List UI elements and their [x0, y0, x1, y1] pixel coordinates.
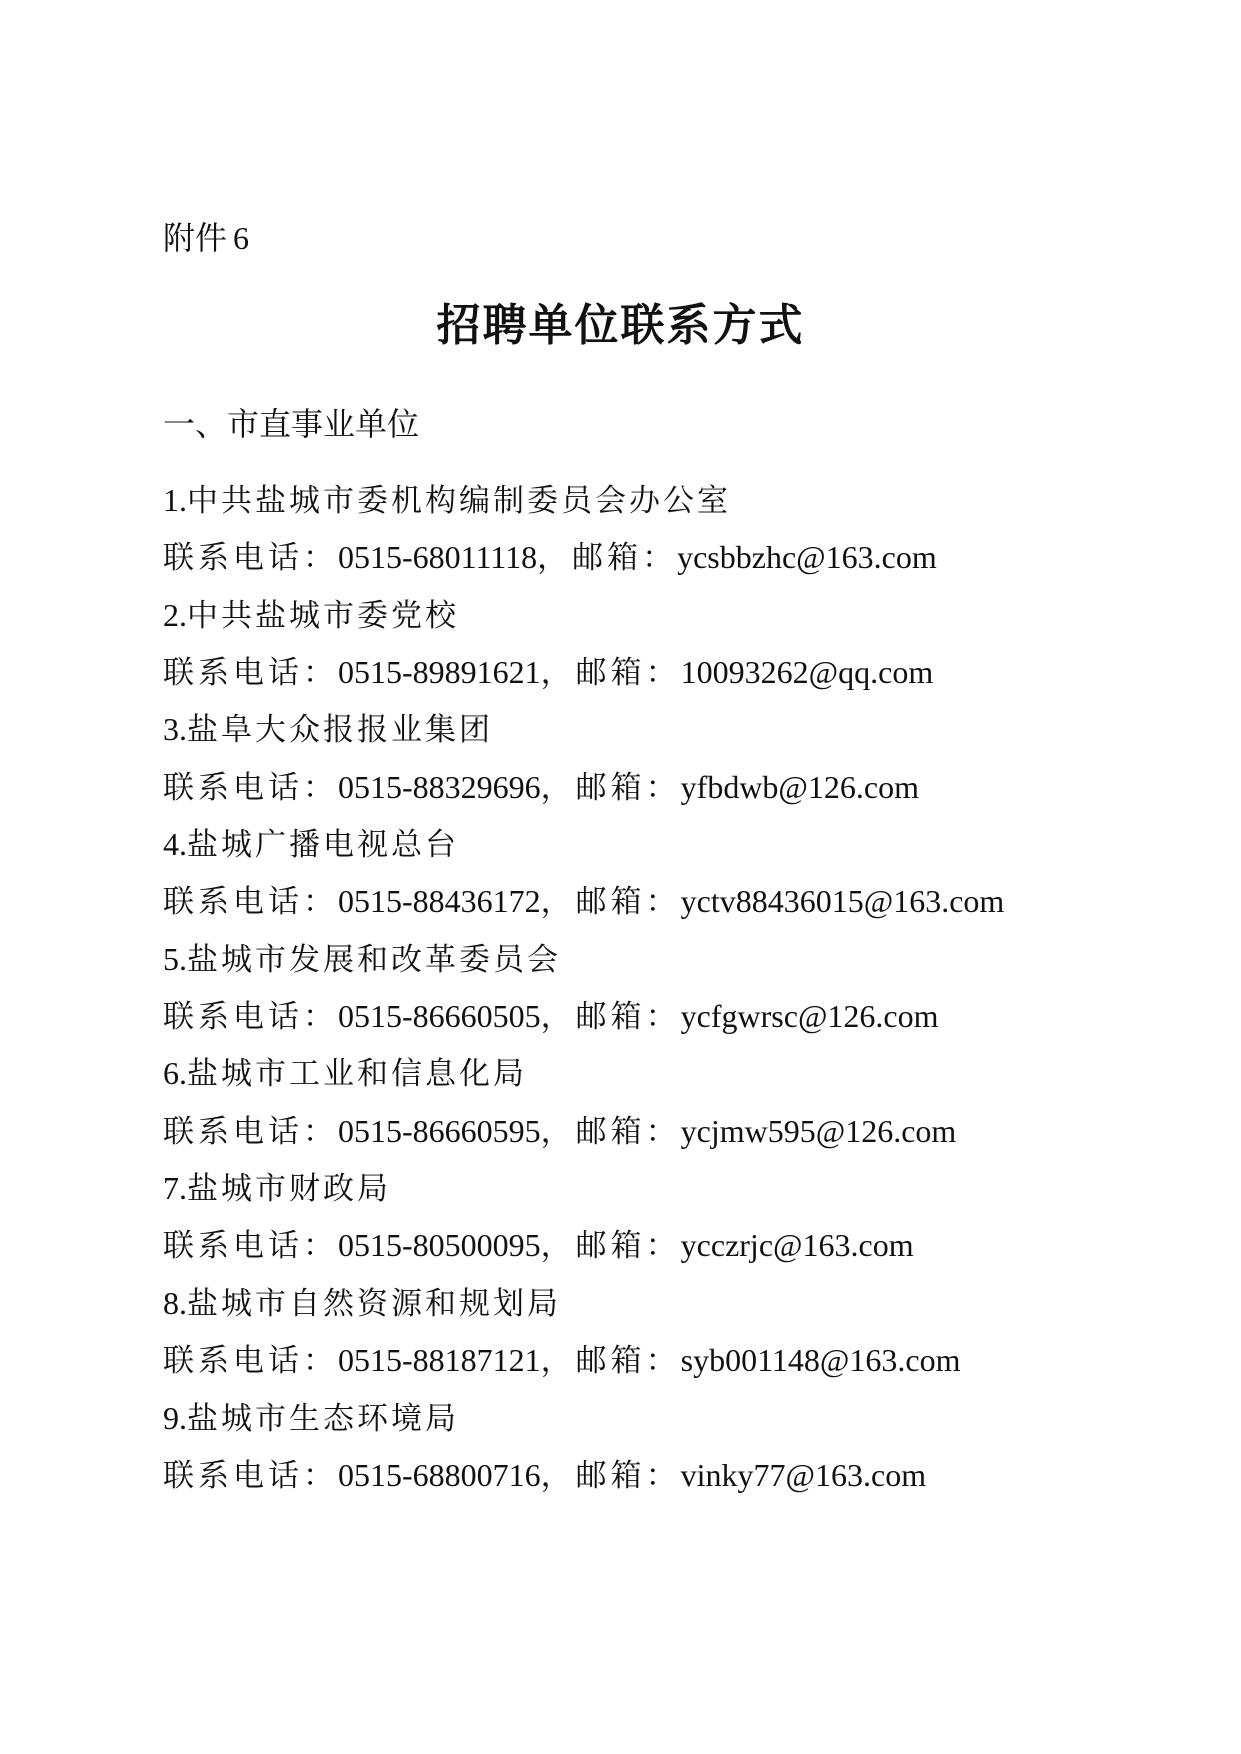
- attachment-number: 6: [233, 220, 250, 256]
- contact-entry: [163, 931, 1123, 1046]
- phone-label: 联系电话：: [163, 999, 338, 1036]
- email-label: 邮箱：: [572, 540, 678, 577]
- entry-contact-row: [163, 1332, 1123, 1389]
- phone-number: 0515-89891621: [338, 654, 541, 691]
- entry-index: 1.: [163, 482, 187, 518]
- separator: ，: [540, 999, 576, 1036]
- entry-organization: 中共盐城市委党校: [187, 597, 459, 634]
- entry-organization: 盐城市工业和信息化局: [187, 1056, 527, 1093]
- separator: ，: [540, 1343, 576, 1380]
- entry-index: 5.: [163, 940, 187, 977]
- entry-contact-row: [163, 529, 1123, 586]
- entry-index: 3.: [163, 711, 187, 748]
- email-label: 邮箱：: [575, 1228, 681, 1265]
- entry-contact-row: [163, 873, 1123, 930]
- section-heading: 一、市直事业单位: [163, 405, 420, 443]
- phone-label: 联系电话：: [163, 540, 338, 577]
- email-label: 邮箱：: [575, 655, 681, 692]
- contact-entry: [163, 1045, 1123, 1160]
- phone-number: 0515-80500095: [338, 1227, 541, 1264]
- phone-number: 0515-88329696: [338, 768, 541, 805]
- contact-entry: [163, 587, 1123, 702]
- entry-organization: 盐城市发展和改革委员会: [187, 941, 561, 978]
- entry-contact-row: [163, 1217, 1123, 1274]
- separator: ，: [540, 655, 576, 692]
- email-label: 邮箱：: [575, 1113, 681, 1150]
- entry-name-row: [163, 816, 1123, 873]
- phone-number: 0515-88187121: [338, 1342, 541, 1379]
- phone-label: 联系电话：: [163, 769, 338, 806]
- contact-entry: [163, 1390, 1123, 1505]
- entry-name-row: [163, 1275, 1123, 1332]
- phone-number: 0515-68800716: [338, 1456, 541, 1493]
- phone-label: 联系电话：: [163, 1343, 338, 1380]
- separator: ，: [540, 1457, 576, 1494]
- entry-organization: 盐城市生态环境局: [187, 1400, 459, 1437]
- entry-name-row: [163, 931, 1123, 988]
- phone-number: 0515-68011118: [338, 539, 538, 576]
- email-address: ycczrjc@163.com: [680, 1227, 914, 1264]
- email-address: yfbdwb@126.com: [680, 768, 919, 805]
- contact-entry: [163, 1160, 1123, 1275]
- separator: ，: [540, 884, 576, 921]
- attachment-label-text: 附件: [163, 219, 228, 257]
- entry-name-row: [163, 1045, 1123, 1102]
- entry-contact-row: [163, 759, 1123, 816]
- entry-organization: 盐城广播电视总台: [187, 827, 459, 864]
- contact-entry: [163, 701, 1123, 816]
- entry-name-row: [163, 587, 1123, 644]
- phone-label: 联系电话：: [163, 884, 338, 921]
- email-address: ycfgwrsc@126.com: [680, 998, 939, 1035]
- phone-label: 联系电话：: [163, 1228, 338, 1265]
- email-label: 邮箱：: [575, 1343, 681, 1380]
- attachment-label: [163, 216, 249, 260]
- email-label: 邮箱：: [575, 1457, 681, 1494]
- contact-list: [163, 472, 1123, 1504]
- entry-name-row: [163, 472, 1123, 529]
- contact-entry: [163, 1275, 1123, 1390]
- contact-entry: [163, 472, 1123, 587]
- separator: ，: [540, 1113, 576, 1150]
- phone-label: 联系电话：: [163, 1457, 338, 1494]
- entry-contact-row: [163, 1103, 1123, 1160]
- entry-name-row: [163, 1390, 1123, 1447]
- email-address: syb001148@163.com: [680, 1342, 961, 1379]
- separator: ，: [540, 769, 576, 806]
- phone-label: 联系电话：: [163, 1113, 338, 1150]
- separator: ，: [537, 540, 573, 577]
- email-label: 邮箱：: [575, 999, 681, 1036]
- entry-organization: 中共盐城市委机构编制委员会办公室: [187, 483, 731, 519]
- email-address: 10093262@qq.com: [680, 654, 934, 691]
- entry-name-row: [163, 701, 1123, 758]
- phone-label: 联系电话：: [163, 655, 338, 692]
- entry-contact-row: [163, 1447, 1123, 1504]
- contact-entry: [163, 816, 1123, 931]
- entry-index: 2.: [163, 596, 187, 633]
- entry-index: 9.: [163, 1399, 187, 1436]
- entry-organization: 盐阜大众报报业集团: [187, 712, 493, 749]
- entry-index: 6.: [163, 1055, 187, 1092]
- entry-index: 8.: [163, 1284, 187, 1321]
- email-address: vinky77@163.com: [680, 1456, 927, 1493]
- phone-number: 0515-88436172: [338, 883, 541, 920]
- entry-name-row: [163, 1160, 1123, 1217]
- page-title: 招聘单位联系方式: [436, 300, 805, 351]
- entry-organization: 盐城市自然资源和规划局: [187, 1285, 561, 1322]
- entry-index: 4.: [163, 826, 187, 863]
- entry-index: 7.: [163, 1170, 187, 1207]
- email-address: ycjmw595@126.com: [680, 1112, 957, 1149]
- entry-contact-row: [163, 644, 1123, 701]
- separator: ，: [540, 1228, 576, 1265]
- phone-number: 0515-86660595: [338, 1112, 541, 1149]
- email-address: yctv88436015@163.com: [680, 883, 1005, 920]
- entry-organization: 盐城市财政局: [187, 1171, 391, 1208]
- email-label: 邮箱：: [575, 769, 681, 806]
- phone-number: 0515-86660505: [338, 998, 541, 1035]
- email-label: 邮箱：: [575, 884, 681, 921]
- email-address: ycsbbzhc@163.com: [677, 539, 937, 576]
- entry-contact-row: [163, 988, 1123, 1045]
